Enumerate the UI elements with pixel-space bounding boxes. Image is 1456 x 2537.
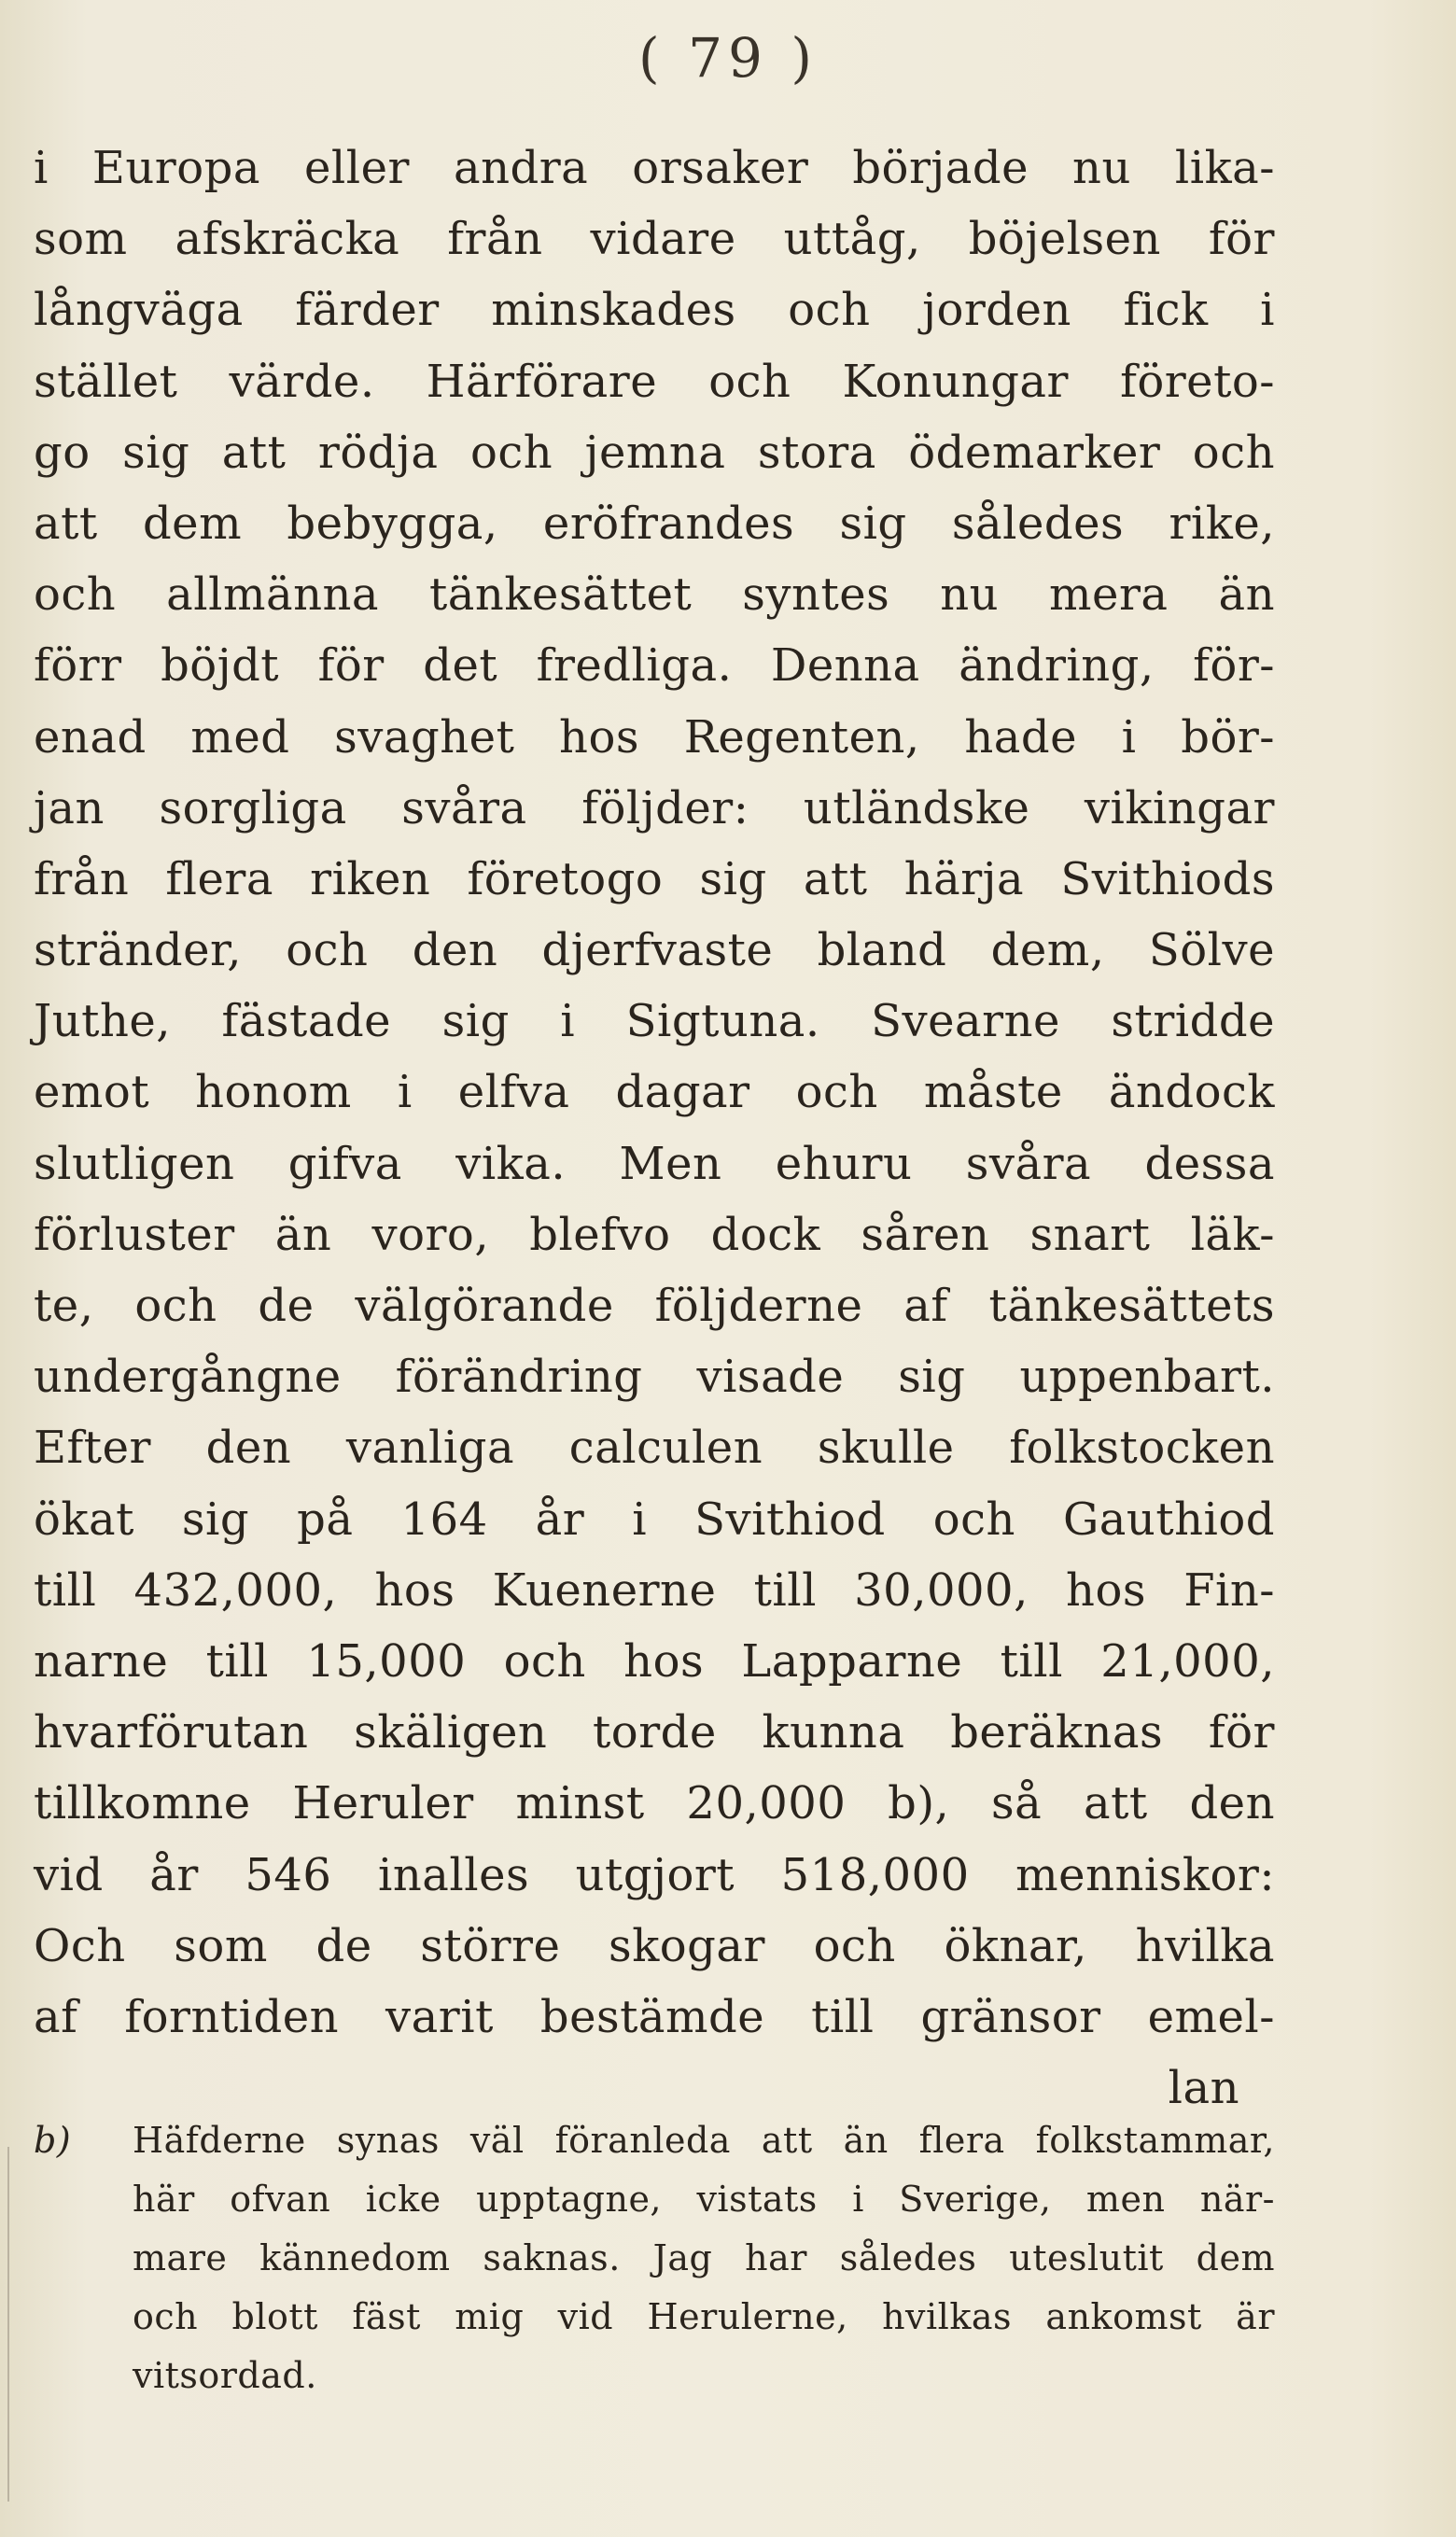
text-line: ökat sig på 164 år i Svithiod och Gauthiod <box>34 1493 1275 1546</box>
text-line: och allmänna tänkesättet syntes nu mera än <box>34 568 1275 622</box>
text-line: som afskräcka från vidare uttåg, böjelsen för <box>34 213 1275 266</box>
text-line: förr böjdt för det fredliga. Denna ändring, för- <box>34 639 1275 693</box>
text-line: till 432,000, hos Kuenerne till 30,000, hos Fin- <box>34 1563 1275 1617</box>
gutter-shadow <box>7 2147 9 2502</box>
body-text <box>34 133 1275 2124</box>
page-number: ( 79 ) <box>638 26 818 90</box>
footnote-marker: b) <box>34 2120 72 2161</box>
footnote-text: Häfderne synas väl föranleda att än flera folkstammar, <box>133 2120 1275 2161</box>
text-line: enad med svaghet hos Regenten, hade i bör- <box>34 710 1275 764</box>
text-line: i Europa eller andra orsaker började nu lika- <box>34 142 1275 194</box>
text-line: förluster än voro, blefvo dock såren snart läk- <box>34 1208 1275 1261</box>
text-line: hvarförutan skäligen torde kunna beräknas för <box>34 1706 1275 1759</box>
text-line: från flera riken företogo sig att härja Svithiods <box>34 852 1275 905</box>
footnote-line: och blott fäst mig vid Herulerne, hvilkas ankomst är <box>133 2296 1275 2337</box>
text-line: undergångne förändring visade sig uppenbart. <box>34 1351 1275 1404</box>
footnote-line: vitsordad. <box>133 2355 317 2396</box>
footnote-line: mare kännedom saknas. Jag har således uteslutit dem <box>133 2237 1275 2278</box>
footnote-line: här ofvan icke upptagne, vistats i Sverige, men när- <box>133 2179 1275 2220</box>
text-line: Och som de större skogar och öknar, hvilka <box>34 1919 1275 1972</box>
text-line: narne till 15,000 och hos Lapparne till 21,000, <box>34 1634 1275 1688</box>
text-line: te, och de välgörande följderne af tänkesättets <box>34 1280 1275 1332</box>
catchword: lan <box>1168 2062 1239 2115</box>
footnote-line <box>34 2111 1275 2170</box>
text-line: långväga färder minskades och jorden fick i <box>34 284 1275 337</box>
text-line: stället värde. Härförare och Konungar företo- <box>34 355 1275 408</box>
text-line: emot honom i elfva dagar och måste ändock <box>34 1066 1275 1119</box>
text-line: vid år 546 inalles utgjort 518,000 menniskor: <box>34 1848 1275 1901</box>
text-line: af forntiden varit bestämde till gränsor emel- <box>34 1990 1275 2043</box>
text-line: att dem bebygga, eröfrandes sig således rike, <box>34 497 1275 550</box>
text-line: stränder, och den djerfvaste bland dem, Sölve <box>34 924 1275 977</box>
footnote <box>34 2111 1275 2405</box>
text-line: go sig att rödja och jemna stora ödemarker och <box>34 426 1275 479</box>
text-line: Efter den vanliga calculen skulle folkstocken <box>34 1422 1275 1475</box>
text-line: tillkomne Heruler minst 20,000 b), så att den <box>34 1777 1275 1830</box>
text-line: slutligen gifva vika. Men ehuru svåra dessa <box>34 1137 1275 1190</box>
text-line: jan sorgliga svåra följder: utländske vikingar <box>34 781 1275 834</box>
text-line: Juthe, fästade sig i Sigtuna. Svearne stridde <box>34 995 1275 1048</box>
